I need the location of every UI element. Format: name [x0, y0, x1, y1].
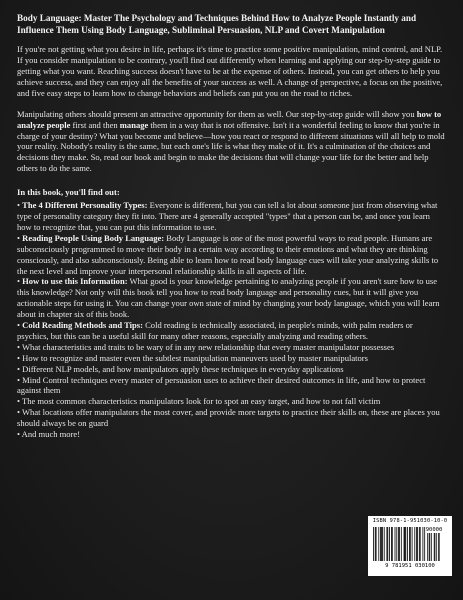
emphasis-analyze-people: how to analyze people — [17, 108, 442, 130]
list-item: • The most common characteristics manipulators look for to spot an easy target, and how to not fall victim — [17, 396, 381, 407]
barcode-bar — [382, 527, 383, 561]
barcode-bar — [387, 527, 388, 561]
price-code: 90000 — [425, 527, 443, 533]
barcode-bar — [405, 527, 406, 561]
barcode-addon-bar — [431, 533, 432, 561]
emphasis-manage: manage — [119, 119, 149, 130]
isbn-barcode — [368, 516, 452, 576]
barcode-bar — [398, 527, 399, 561]
barcode-bar — [373, 527, 374, 561]
list-item: • What locations offer manipulators the most cover, and provide more targets to practice their skills on, these are places you should always be on guard — [17, 407, 440, 429]
barcode-bar — [401, 527, 402, 561]
barcode-addon-bar — [430, 533, 431, 561]
barcode-addon-bar — [427, 533, 428, 561]
barcode-bar — [376, 527, 377, 561]
barcode-addon-bar — [438, 533, 439, 561]
barcode-addon-bar — [436, 533, 437, 561]
feature-list — [17, 200, 446, 440]
barcode-addon-bar — [439, 533, 440, 561]
barcode-bar — [409, 527, 410, 561]
barcode-bar — [423, 527, 424, 561]
barcode-bar — [405, 527, 406, 561]
barcode-bar — [381, 527, 382, 561]
barcode-bar — [407, 527, 408, 561]
barcode-addon-bar — [429, 533, 430, 561]
barcode-bar — [375, 527, 376, 561]
list-item: • The 4 Different Personality Types: Everyone is different, but you can tell a lot about someone just from observing what type of personality category they fit into. There are 4 generally accepted "types" that a person can be, and once you learn how to recognize that, you can put this information to use. — [17, 200, 438, 232]
barcode-addon-bar — [435, 533, 436, 561]
isbn-label: ISBN 978-1-951030-10-0 — [372, 518, 448, 524]
barcode-bar — [384, 527, 385, 561]
barcode-bar — [417, 527, 418, 561]
barcode-addon-bar — [434, 533, 435, 561]
barcode-bar — [420, 527, 421, 561]
list-item: • And much more! — [17, 429, 81, 440]
barcode-bar — [416, 527, 417, 561]
list-item: • Cold Reading Methods and Tips: Cold reading is technically associated, in people's minds, with palm readers or psychics, but this can be a useful skill for many other reasons, especially analyzing and reading others. — [17, 320, 413, 341]
barcode-graphic — [372, 525, 448, 563]
barcode-bar — [399, 527, 400, 561]
barcode-bar — [380, 527, 381, 561]
book-title: Body Language: Master The Psychology and Techniques Behind How to Analyze People Instantly and Influence Them Using Body Language, Subliminal Persuasion, NLP and Covert Manipulation — [17, 13, 417, 35]
paragraph-intro: If you're not getting what you desire in life, perhaps it's time to practice some positive manipulation, mind control, and NLP. If you consider manipulation to be contrary, you'll find out differently when learning and applying our step-by-step guide to getting what you want. Reaching success doesn't have to be at the expense of others. Instead, you can get others to help you achieve success, and they can enjoy all the benefits of your success as well. A change of perspective, a focus on the positive, and five easy steps to learn how to change behaviors and beliefs can put you on the road to riches. — [17, 44, 443, 98]
list-item: • How to recognize and master even the subtlest manipulation maneuvers used by master manipulators — [17, 352, 368, 363]
barcode-bar — [419, 527, 420, 561]
barcode-number: 9 781951 030100 — [385, 563, 435, 569]
barcode-bar — [414, 527, 415, 561]
list-item: • How to use this Information: What good is your knowledge pertaining to analyzing people if you aren't sure how to use this knowledge? Not only will this book tell you how to read body language and personality cues, but it will give you actionable steps for using it. You can change your own state of mind by changing your body language, which you will learn about in chapter six of this book. — [17, 276, 440, 320]
list-item: • Different NLP models, and how manipulators apply these techniques in everyday applications — [17, 363, 344, 374]
barcode-bar — [387, 527, 388, 561]
list-heading: In this book, you'll find out: — [17, 187, 120, 198]
list-item: • Mind Control techniques every master of persuasion uses to achieve their desired outcomes in life, and how to protect against them — [17, 374, 426, 396]
barcode-bar — [395, 527, 396, 561]
paragraph-text: them in a way that is not offensive. Isn't it a wonderful feeling to know that you're in charge of your destiny? What you become and believe—how you react or respond to different situations will all help to mold your reality. Nobody's reality is the same, but each one's life is what they make of it. It's a culmination of the choices and decisions they make. So, read our book and begin to make the decisions that will change your life for the better and help others to do the same. — [17, 119, 445, 174]
barcode-bar — [404, 527, 405, 561]
paragraph-manipulation — [17, 109, 446, 174]
barcode-bar — [396, 527, 397, 561]
barcode-bar — [392, 527, 393, 561]
paragraph-text: first and then — [70, 119, 120, 130]
list-item: • Reading People Using Body Language: Body Language is one of the most powerful ways to read people. Humans are subconsciously programmed to move their body in a certain way according to their emotions and what they are thinking consciously, and also subconsciously. Being able to learn how to read body language cues will take your analyzing skills to the next level and improve your interpersonal relationship skills in all aspects of life. — [17, 232, 439, 276]
list-item: • What characteristics and traits to be wary of in any new relationship that every master manipulator possesses — [17, 341, 395, 352]
barcode-bar — [378, 527, 379, 561]
barcode-bar — [391, 527, 392, 561]
barcode-bar — [389, 527, 390, 561]
paragraph-text: Manipulating others should present an attractive opportunity for them as well. Our step-by-step guide will show you — [17, 108, 417, 119]
barcode-bar — [410, 527, 411, 561]
barcode-bar — [412, 527, 413, 561]
